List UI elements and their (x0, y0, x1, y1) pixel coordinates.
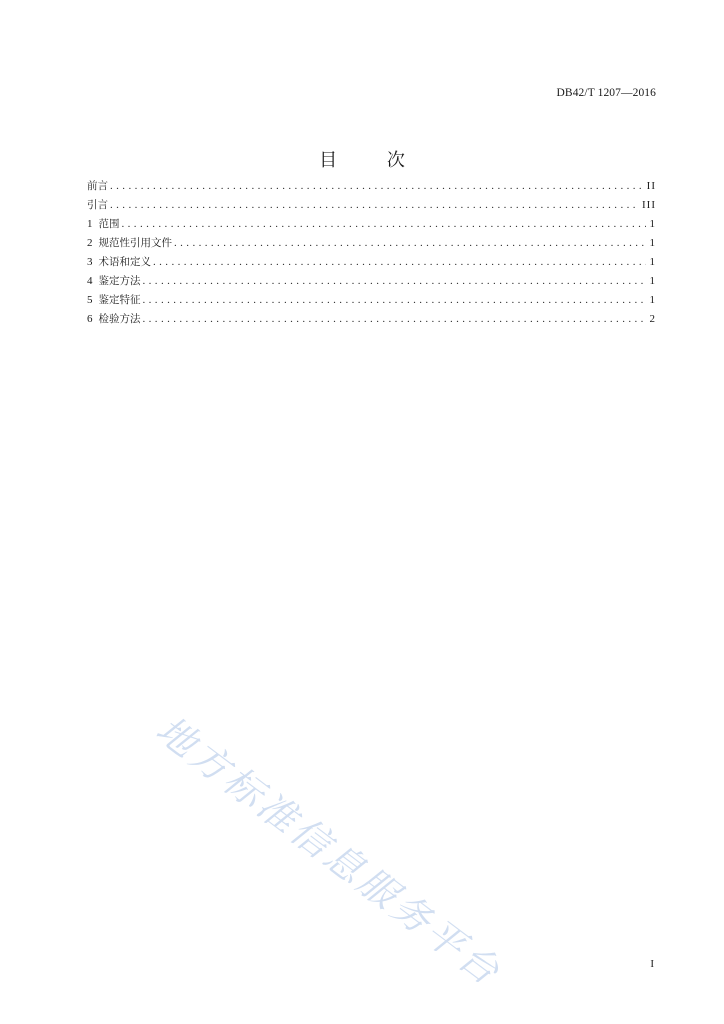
toc-entry-foreword[interactable] (87, 177, 656, 196)
toc-entry-number: 5 (87, 294, 93, 306)
toc-entry-introduction[interactable] (87, 196, 656, 215)
toc-entry-label: 规范性引用文件 (98, 237, 172, 249)
toc-leader-dots (110, 177, 643, 196)
toc-entry-label: 鉴定方法 (98, 275, 141, 287)
toc-entry-number: 1 (87, 218, 93, 230)
toc-entry-identification-features[interactable] (87, 291, 656, 310)
toc-entry-label: 范围 (98, 218, 120, 230)
toc-entry-page: 1 (649, 294, 656, 306)
toc-leader-dots (110, 196, 638, 215)
document-code: DB42/T 1207—2016 (556, 87, 656, 99)
toc-entry-page: 1 (649, 218, 656, 230)
toc-entry-label: 引言 (87, 199, 108, 211)
toc-entry-page: III (642, 199, 656, 211)
toc-entry-label: 前言 (87, 180, 108, 192)
toc-entry-terms-definitions[interactable] (87, 253, 656, 272)
toc-entry-page: 1 (649, 256, 656, 268)
toc-entry-page: 2 (649, 313, 656, 325)
toc-entry-number: 2 (87, 237, 93, 249)
toc-entry-number: 4 (87, 275, 93, 287)
table-of-contents (87, 177, 656, 329)
toc-entry-label: 术语和定义 (98, 256, 151, 268)
toc-entry-label: 检验方法 (98, 313, 141, 325)
toc-entry-test-methods[interactable] (87, 310, 656, 329)
toc-entry-page: II (646, 180, 656, 192)
toc-entry-page: 1 (649, 275, 656, 287)
toc-leader-dots (143, 310, 646, 329)
toc-leader-dots (143, 291, 646, 310)
toc-entry-identification-method[interactable] (87, 272, 656, 291)
toc-leader-dots (122, 215, 646, 234)
toc-entry-page: 1 (649, 237, 656, 249)
page-title: 目 次 (319, 150, 427, 171)
toc-entry-number: 6 (87, 313, 93, 325)
page-number: I (650, 958, 654, 970)
toc-entry-label: 鉴定特征 (98, 294, 141, 306)
toc-leader-dots (174, 234, 646, 253)
watermark: 地方标准信息服务平台 (148, 707, 511, 996)
toc-entry-normative-references[interactable] (87, 234, 656, 253)
toc-leader-dots (153, 253, 646, 272)
toc-leader-dots (143, 272, 646, 291)
toc-entry-scope[interactable] (87, 215, 656, 234)
toc-entry-number: 3 (87, 256, 93, 268)
